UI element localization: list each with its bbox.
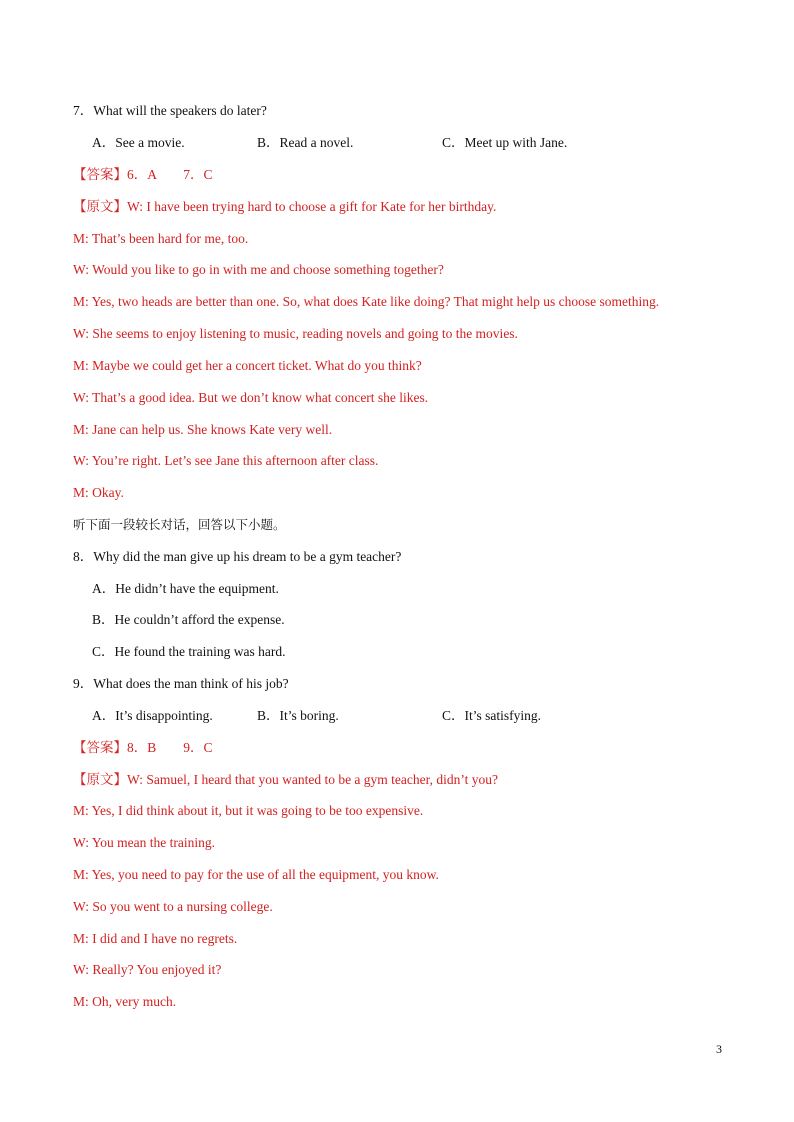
transcript-line: W: Would you like to go in with me and choose something together? bbox=[73, 262, 444, 277]
answer-8-9: 【答案】8．B 9．C bbox=[73, 740, 213, 755]
transcript-line: M: That’s been hard for me, too. bbox=[73, 231, 249, 246]
transcript-line: W: So you went to a nursing college. bbox=[73, 899, 273, 914]
transcript-line: M: Yes, two heads are better than one. So, what does Kate like doing? That might help us choose something. bbox=[73, 294, 660, 309]
transcript-line: M: Oh, very much. bbox=[73, 994, 177, 1009]
q7-option-a: A．See a movie. bbox=[92, 135, 185, 150]
transcript-line: 【原文】W: I have been trying hard to choose a gift for Kate for her birthday. bbox=[73, 199, 497, 214]
q9-option-b: B．It’s boring. bbox=[257, 708, 339, 723]
answer-6-7: 【答案】6．A 7．C bbox=[73, 167, 213, 182]
transcript-line: W: You’re right. Let’s see Jane this afternoon after class. bbox=[73, 453, 379, 468]
transcript-line: M: Maybe we could get her a concert ticket. What do you think? bbox=[73, 358, 422, 373]
transcript-label: 【原文】 bbox=[73, 772, 127, 787]
question-7: 7．What will the speakers do later? bbox=[73, 103, 267, 118]
q7-option-b: B．Read a novel. bbox=[257, 135, 354, 150]
q7-option-c: C．Meet up with Jane. bbox=[442, 135, 568, 150]
question-9: 9．What does the man think of his job? bbox=[73, 676, 289, 691]
page-number: 3 bbox=[716, 1042, 722, 1056]
q9-option-a: A．It’s disappointing. bbox=[92, 708, 213, 723]
q8-option-a: A．He didn’t have the equipment. bbox=[92, 581, 279, 596]
transcript-line: M: Yes, you need to pay for the use of all the equipment, you know. bbox=[73, 867, 439, 882]
section-instruction: 听下面一段较长对话，回答以下小题。 bbox=[73, 517, 286, 532]
question-8: 8．Why did the man give up his dream to be a gym teacher? bbox=[73, 549, 402, 564]
transcript-line: M: Jane can help us. She knows Kate very well. bbox=[73, 422, 333, 437]
transcript-line: 【原文】W: Samuel, I heard that you wanted to be a gym teacher, didn’t you? bbox=[73, 772, 498, 787]
q8-option-b: B．He couldn’t afford the expense. bbox=[92, 612, 285, 627]
q9-option-c: C．It’s satisfying. bbox=[442, 708, 542, 723]
transcript-label: 【原文】 bbox=[73, 199, 127, 214]
transcript-line: W: Really? You enjoyed it? bbox=[73, 962, 222, 977]
q8-option-c: C．He found the training was hard. bbox=[92, 644, 286, 659]
transcript-line: W: That’s a good idea. But we don’t know what concert she likes. bbox=[73, 390, 429, 405]
transcript-line: W: She seems to enjoy listening to music, reading novels and going to the movies. bbox=[73, 326, 518, 341]
transcript-line: M: Yes, I did think about it, but it was going to be too expensive. bbox=[73, 803, 424, 818]
transcript-line: W: You mean the training. bbox=[73, 835, 215, 850]
transcript-line: M: Okay. bbox=[73, 485, 124, 500]
transcript-line: M: I did and I have no regrets. bbox=[73, 931, 238, 946]
